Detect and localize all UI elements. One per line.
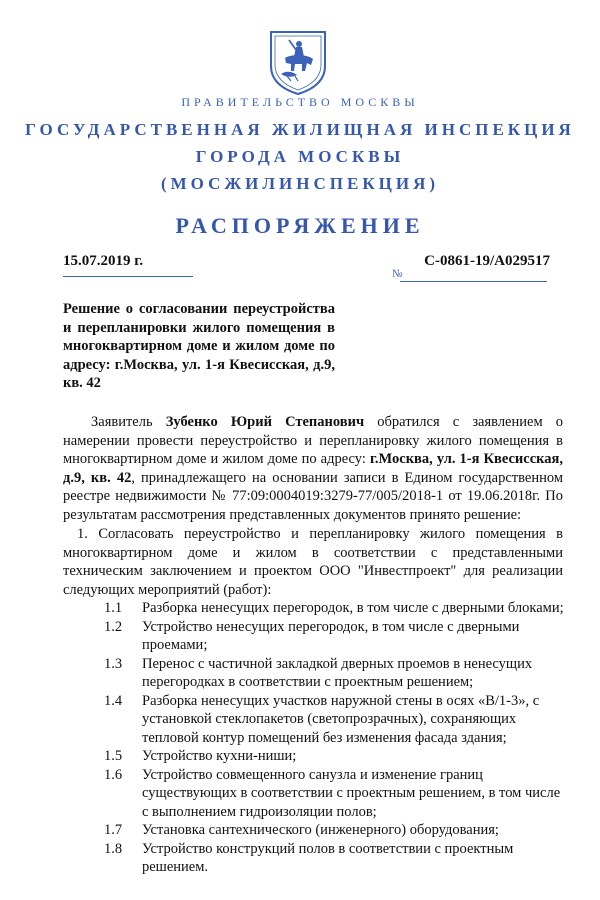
- government-name: ПРАВИТЕЛЬСТВО МОСКВЫ: [181, 95, 419, 109]
- applicant-paragraph: [63, 413, 563, 524]
- works-item-number: 1.8: [104, 840, 123, 857]
- works-item-number: 1.7: [104, 822, 123, 838]
- works-item-text: Разборка ненесущих перегородок, в том числе с дверными блоками;: [142, 600, 564, 616]
- inspection-name-line3: (МОСЖИЛИНСПЕКЦИЯ): [160, 174, 440, 193]
- applicant-name: Зубенко Юрий Степанович: [165, 414, 365, 430]
- works-item-number: 1.3: [104, 655, 123, 672]
- works-list-item: [104, 840, 564, 877]
- works-item-text: Устройство кухни-ниши;: [142, 748, 297, 764]
- applicant-text-2: обратился с заявлением о намерении провести переустройство и перепланировку жилого помещения в многоквартирном доме и жилом доме по адресу:: [63, 414, 563, 467]
- document-title: РАСПОРЯЖЕНИЕ: [175, 213, 425, 238]
- works-item-text: Устройство конструкций полов в соответствии с проектным решением.: [142, 840, 514, 875]
- works-item-text: Разборка ненесущих участков наружной стены в осях «В/1-3», с установкой стеклопакетов (светопрозрачных), сохраняющих тепловой контур помещений без изменения фасада здания;: [142, 692, 540, 746]
- works-list-item: [104, 692, 564, 748]
- inspection-name-line2: ГОРОДА МОСКВЫ: [195, 147, 405, 166]
- document-number: С-0861-19/А029517: [424, 253, 550, 269]
- document-subject: Решение о согласовании переустройства и перепланировки жилого помещения в многоквартирном доме и жилом доме по адресу: г.Москва, ул. 1-я Квесисская, д.9, кв. 42: [63, 301, 335, 391]
- applicant-address: г.Москва, ул. 1-я Квесисская, д.9, кв. 42: [63, 451, 563, 486]
- applicant-text-1: Заявитель: [91, 414, 166, 430]
- document-date: 15.07.2019 г.: [63, 253, 144, 269]
- inspection-name-line1: ГОСУДАРСТВЕННАЯ ЖИЛИЩНАЯ ИНСПЕКЦИЯ: [25, 120, 575, 139]
- works-item-number: 1.5: [104, 748, 123, 764]
- works-list-item: [104, 766, 564, 822]
- works-item-text: Устройство ненесущих перегородок, в том числе с дверными проемами;: [142, 618, 520, 653]
- date-underline: [63, 276, 193, 277]
- works-list-item: [104, 599, 564, 618]
- works-list-item: [104, 618, 564, 655]
- applicant-text-3: , принадлежащего на основании записи в Едином государственном реестре недвижимости № 77:09:0004019:3279-77/005/2018-1 от 19.06.2018г. По результатам рассмотрения представленных документов принято решение:: [63, 469, 563, 523]
- works-list-item: [104, 655, 564, 692]
- works-item-number: 1.4: [104, 692, 123, 709]
- works-item-text: Устройство совмещенного санузла и изменение границ существующих в соответствии с проектным решением, в том числе с выполнением гидроизоляции полов;: [142, 766, 561, 820]
- moscow-coat-of-arms-icon: [267, 28, 329, 96]
- works-item-number: 1.2: [104, 618, 123, 635]
- number-sign: №: [392, 268, 403, 280]
- works-list-item: [104, 747, 564, 766]
- number-underline: [400, 281, 547, 282]
- works-item-number: 1.6: [104, 766, 123, 783]
- works-list: [104, 599, 564, 877]
- works-item-text: Перенос с частичной закладкой дверных проемов в ненесущих перегородках в соответствии с проектным решением;: [142, 655, 533, 690]
- works-list-item: [104, 821, 564, 840]
- works-item-number: 1.1: [104, 600, 123, 616]
- decision-item-1: 1. Согласовать переустройство и перепланировку жилого помещения в многоквартирном доме и жилом в соответствии с представленными техническим заключением и проектом ООО "Инвестпроект" для реализации следующих мероприятий (работ):: [63, 526, 563, 598]
- works-item-text: Установка сантехнического (инженерного) оборудования;: [142, 822, 499, 838]
